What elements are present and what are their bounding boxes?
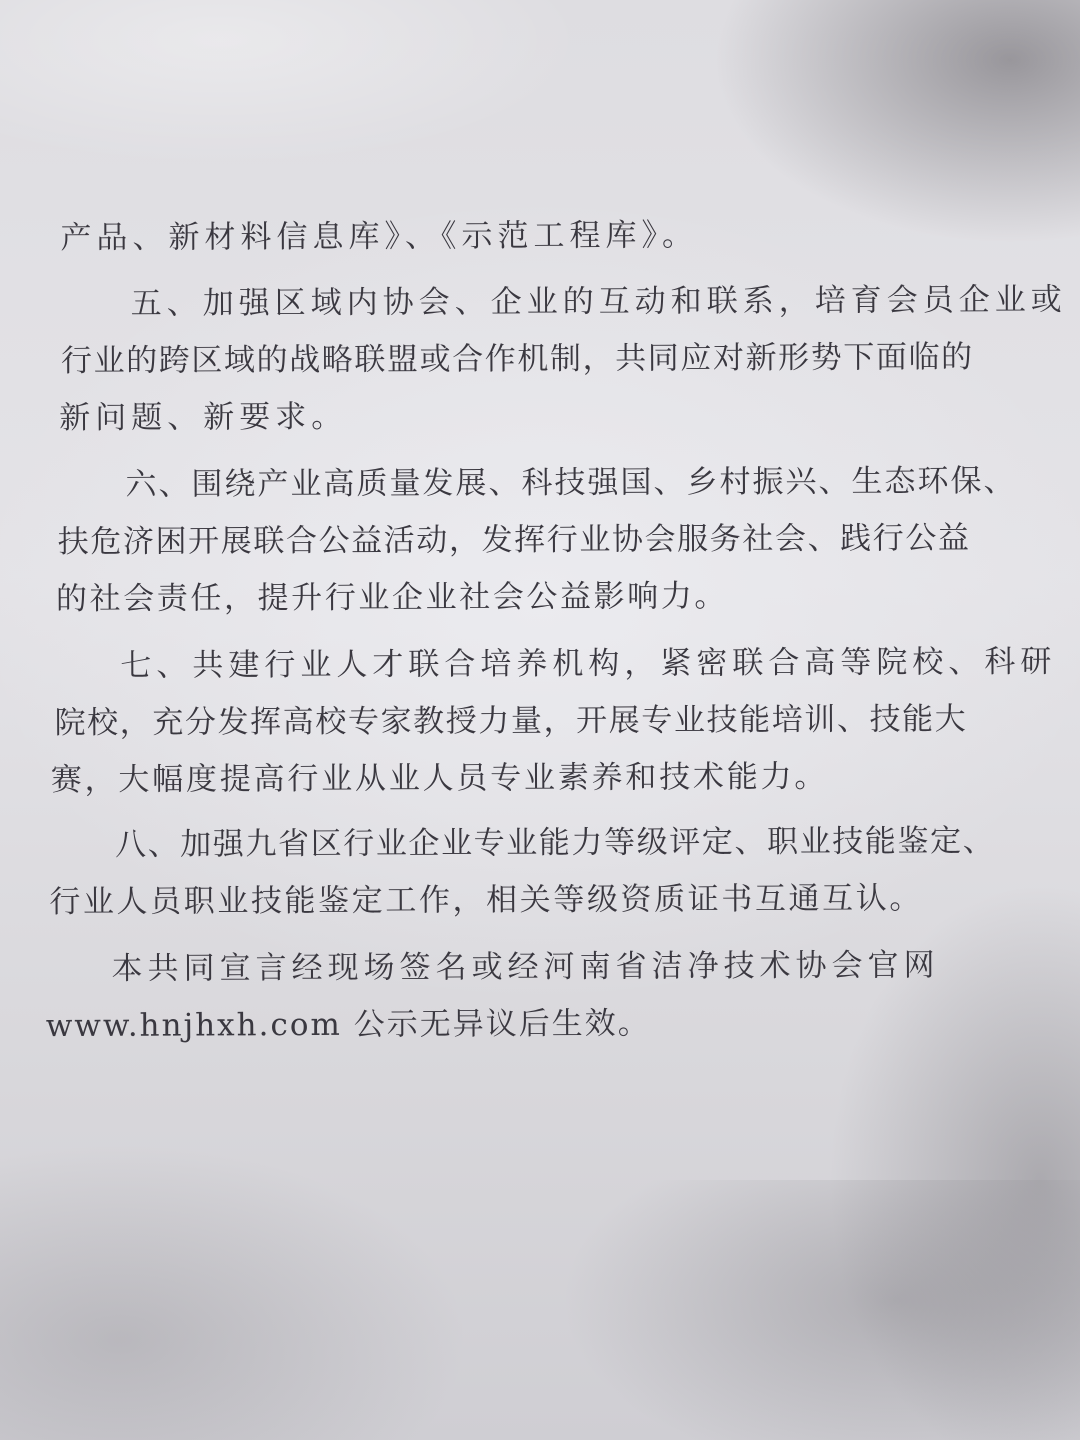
closing-line-2: www.hnjhxh.com 公示无异议后生效。 — [45, 1005, 651, 1045]
section-5-line-3: 新问题、新要求。 — [59, 398, 348, 437]
section-7-line-2: 院校，充分发挥高校专家教授力量，开展专业技能培训、技能大 — [54, 701, 968, 742]
section-6-line-2: 扶危济困开展联合公益活动，发挥行业协会服务社会、践行公益 — [57, 520, 971, 561]
section-6-line-3: 的社会责任，提升行业企业社会公益影响力。 — [55, 578, 729, 618]
section-7-line-3: 赛，大幅度提高行业从业人员专业素养和技术能力。 — [50, 758, 829, 799]
section-5-line-1: 五、加强区域内协会、企业的互动和联系，培育会员企业或 — [130, 281, 1067, 322]
section-7-line-1: 七、共建行业人才联合培养机构，紧密联合高等院校、科研 — [120, 643, 1057, 684]
closing-line-1: 本共同宣言经现场签名或经河南省洁净技术协会官网 — [111, 947, 940, 987]
section-8-line-1: 八、加强九省区行业企业专业能力等级评定、职业技能鉴定、 — [114, 823, 996, 863]
section-6-line-1: 六、围绕产业高质量发展、科技强国、乡村振兴、生态环保、 — [125, 462, 1017, 503]
section-8-line-2: 行业人员职业技能鉴定工作，相关等级资质证书互通互认。 — [49, 880, 923, 921]
text-line-1: 产品、新材料信息库》、《示范工程库》。 — [60, 217, 698, 257]
section-5-line-2: 行业的跨区域的战略联盟或合作机制，共同应对新形势下面临的 — [60, 339, 974, 380]
